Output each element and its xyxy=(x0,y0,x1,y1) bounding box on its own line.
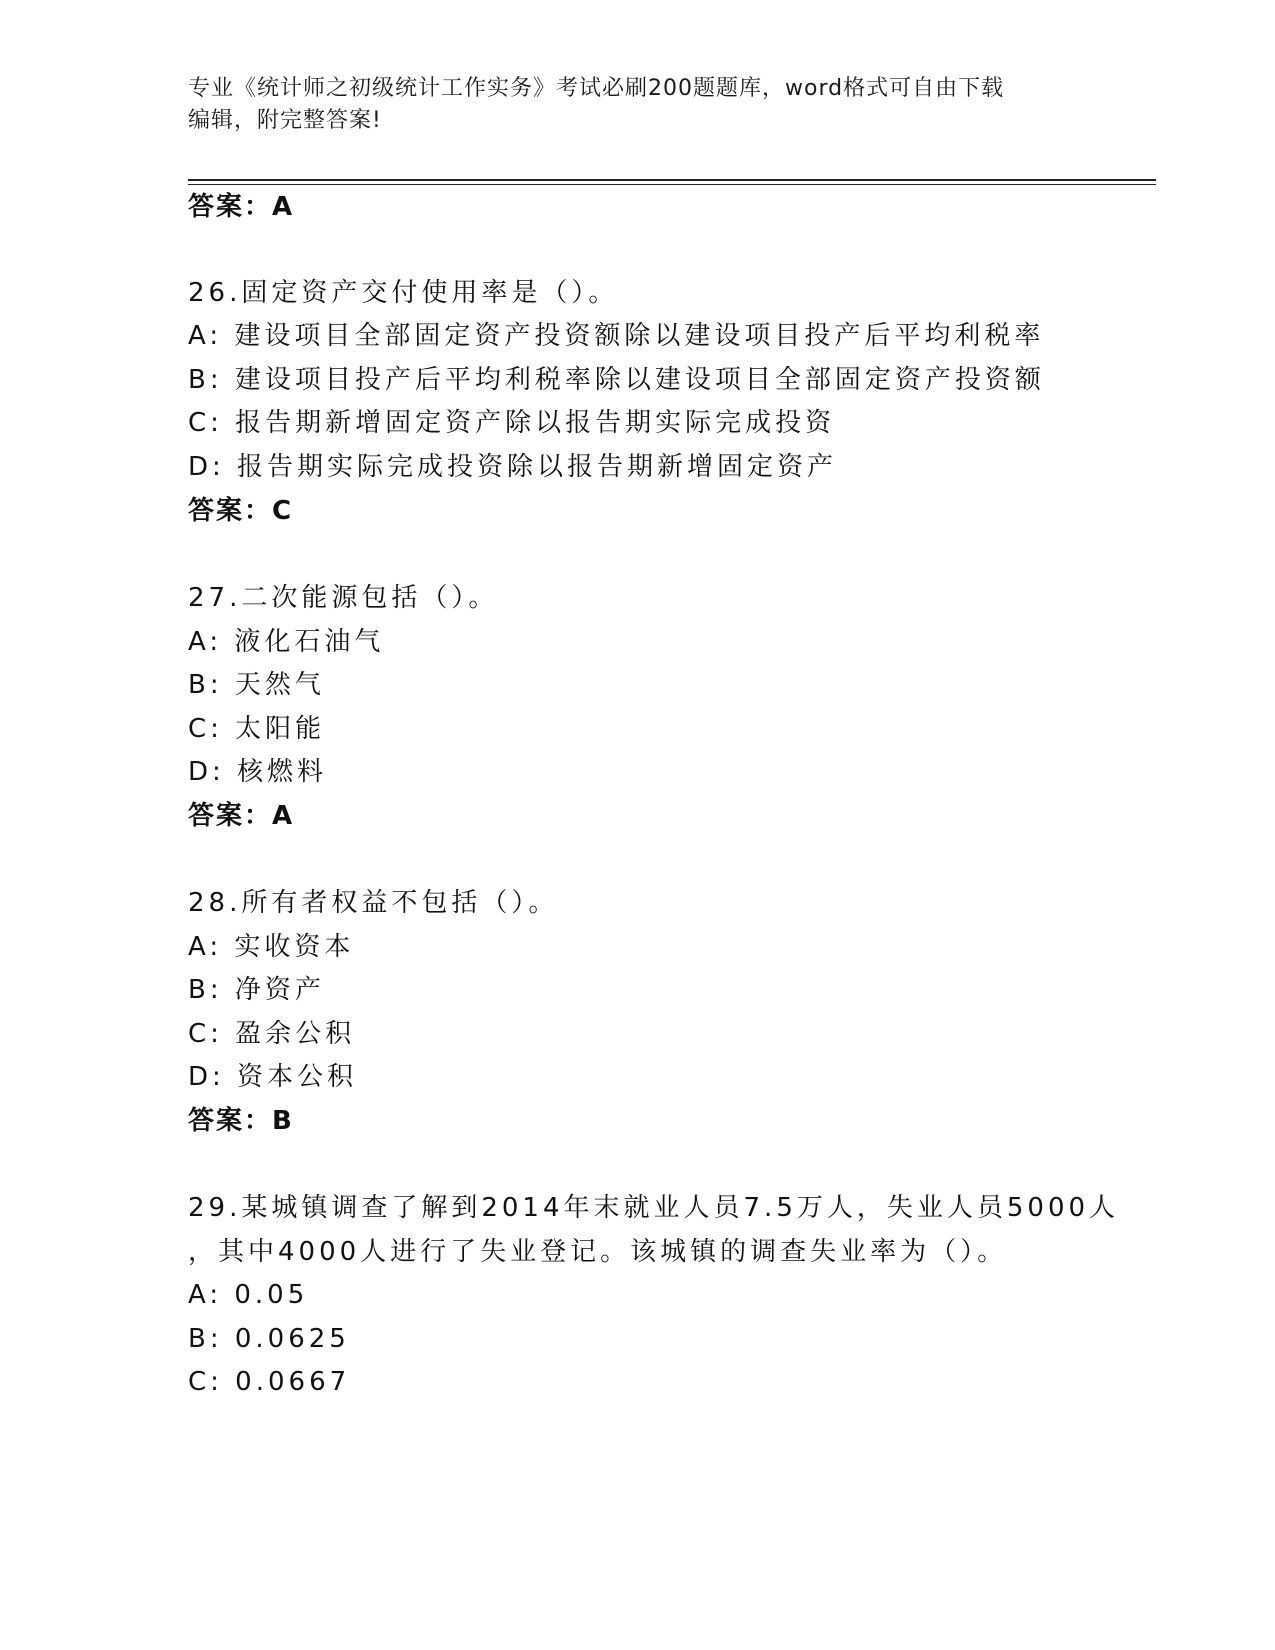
question-28-option-c: C: 盈余公积 xyxy=(188,1019,356,1049)
question-27-option-c: C: 太阳能 xyxy=(188,714,326,744)
question-28-option-a: A: 实收资本 xyxy=(188,932,355,962)
header-divider-thick xyxy=(188,179,1156,181)
answer-27: 答案：A xyxy=(188,801,295,831)
header-line-2: 编辑，附完整答案! xyxy=(188,108,382,133)
question-29-option-b: B: 0.0625 xyxy=(188,1324,350,1354)
answer-25: 答案：A xyxy=(188,192,295,222)
question-26-option-b: B: 建设项目投产后平均利税率除以建设项目全部固定资产投资额 xyxy=(188,365,1045,395)
question-29-option-a: A: 0.05 xyxy=(188,1280,309,1310)
question-27-option-d: D: 核燃料 xyxy=(188,757,328,787)
header-divider-thin xyxy=(188,184,1156,185)
question-28-stem: 28.所有者权益不包括（）。 xyxy=(188,888,559,918)
question-29-stem-line-2: ，其中4000人进行了失业登记。该城镇的调查失业率为（）。 xyxy=(188,1237,1008,1267)
question-26-option-c: C: 报告期新增固定资产除以报告期实际完成投资 xyxy=(188,408,836,438)
answer-26: 答案：C xyxy=(188,496,294,526)
header-line-1: 专业《统计师之初级统计工作实务》考试必刷200题题库，word格式可自由下载 xyxy=(188,76,1005,101)
question-27-stem: 27.二次能源包括（）。 xyxy=(188,583,499,613)
question-27-option-b: B: 天然气 xyxy=(188,670,325,700)
question-26-option-a: A: 建设项目全部固定资产投资额除以建设项目投产后平均利税率 xyxy=(188,321,1045,351)
question-28-option-b: B: 净资产 xyxy=(188,975,325,1005)
question-26-stem: 26.固定资产交付使用率是（）。 xyxy=(188,278,619,308)
question-28-option-d: D: 资本公积 xyxy=(188,1062,358,1092)
question-27-option-a: A: 液化石油气 xyxy=(188,627,385,657)
question-26-option-d: D: 报告期实际完成投资除以报告期新增固定资产 xyxy=(188,452,838,482)
question-29-stem-line-1: 29.某城镇调查了解到2014年末就业人员7.5万人，失业人员5000人 xyxy=(188,1193,1120,1223)
question-29-option-c: C: 0.0667 xyxy=(188,1367,351,1397)
document-header xyxy=(188,73,1068,137)
answer-28: 答案：B xyxy=(188,1106,294,1136)
